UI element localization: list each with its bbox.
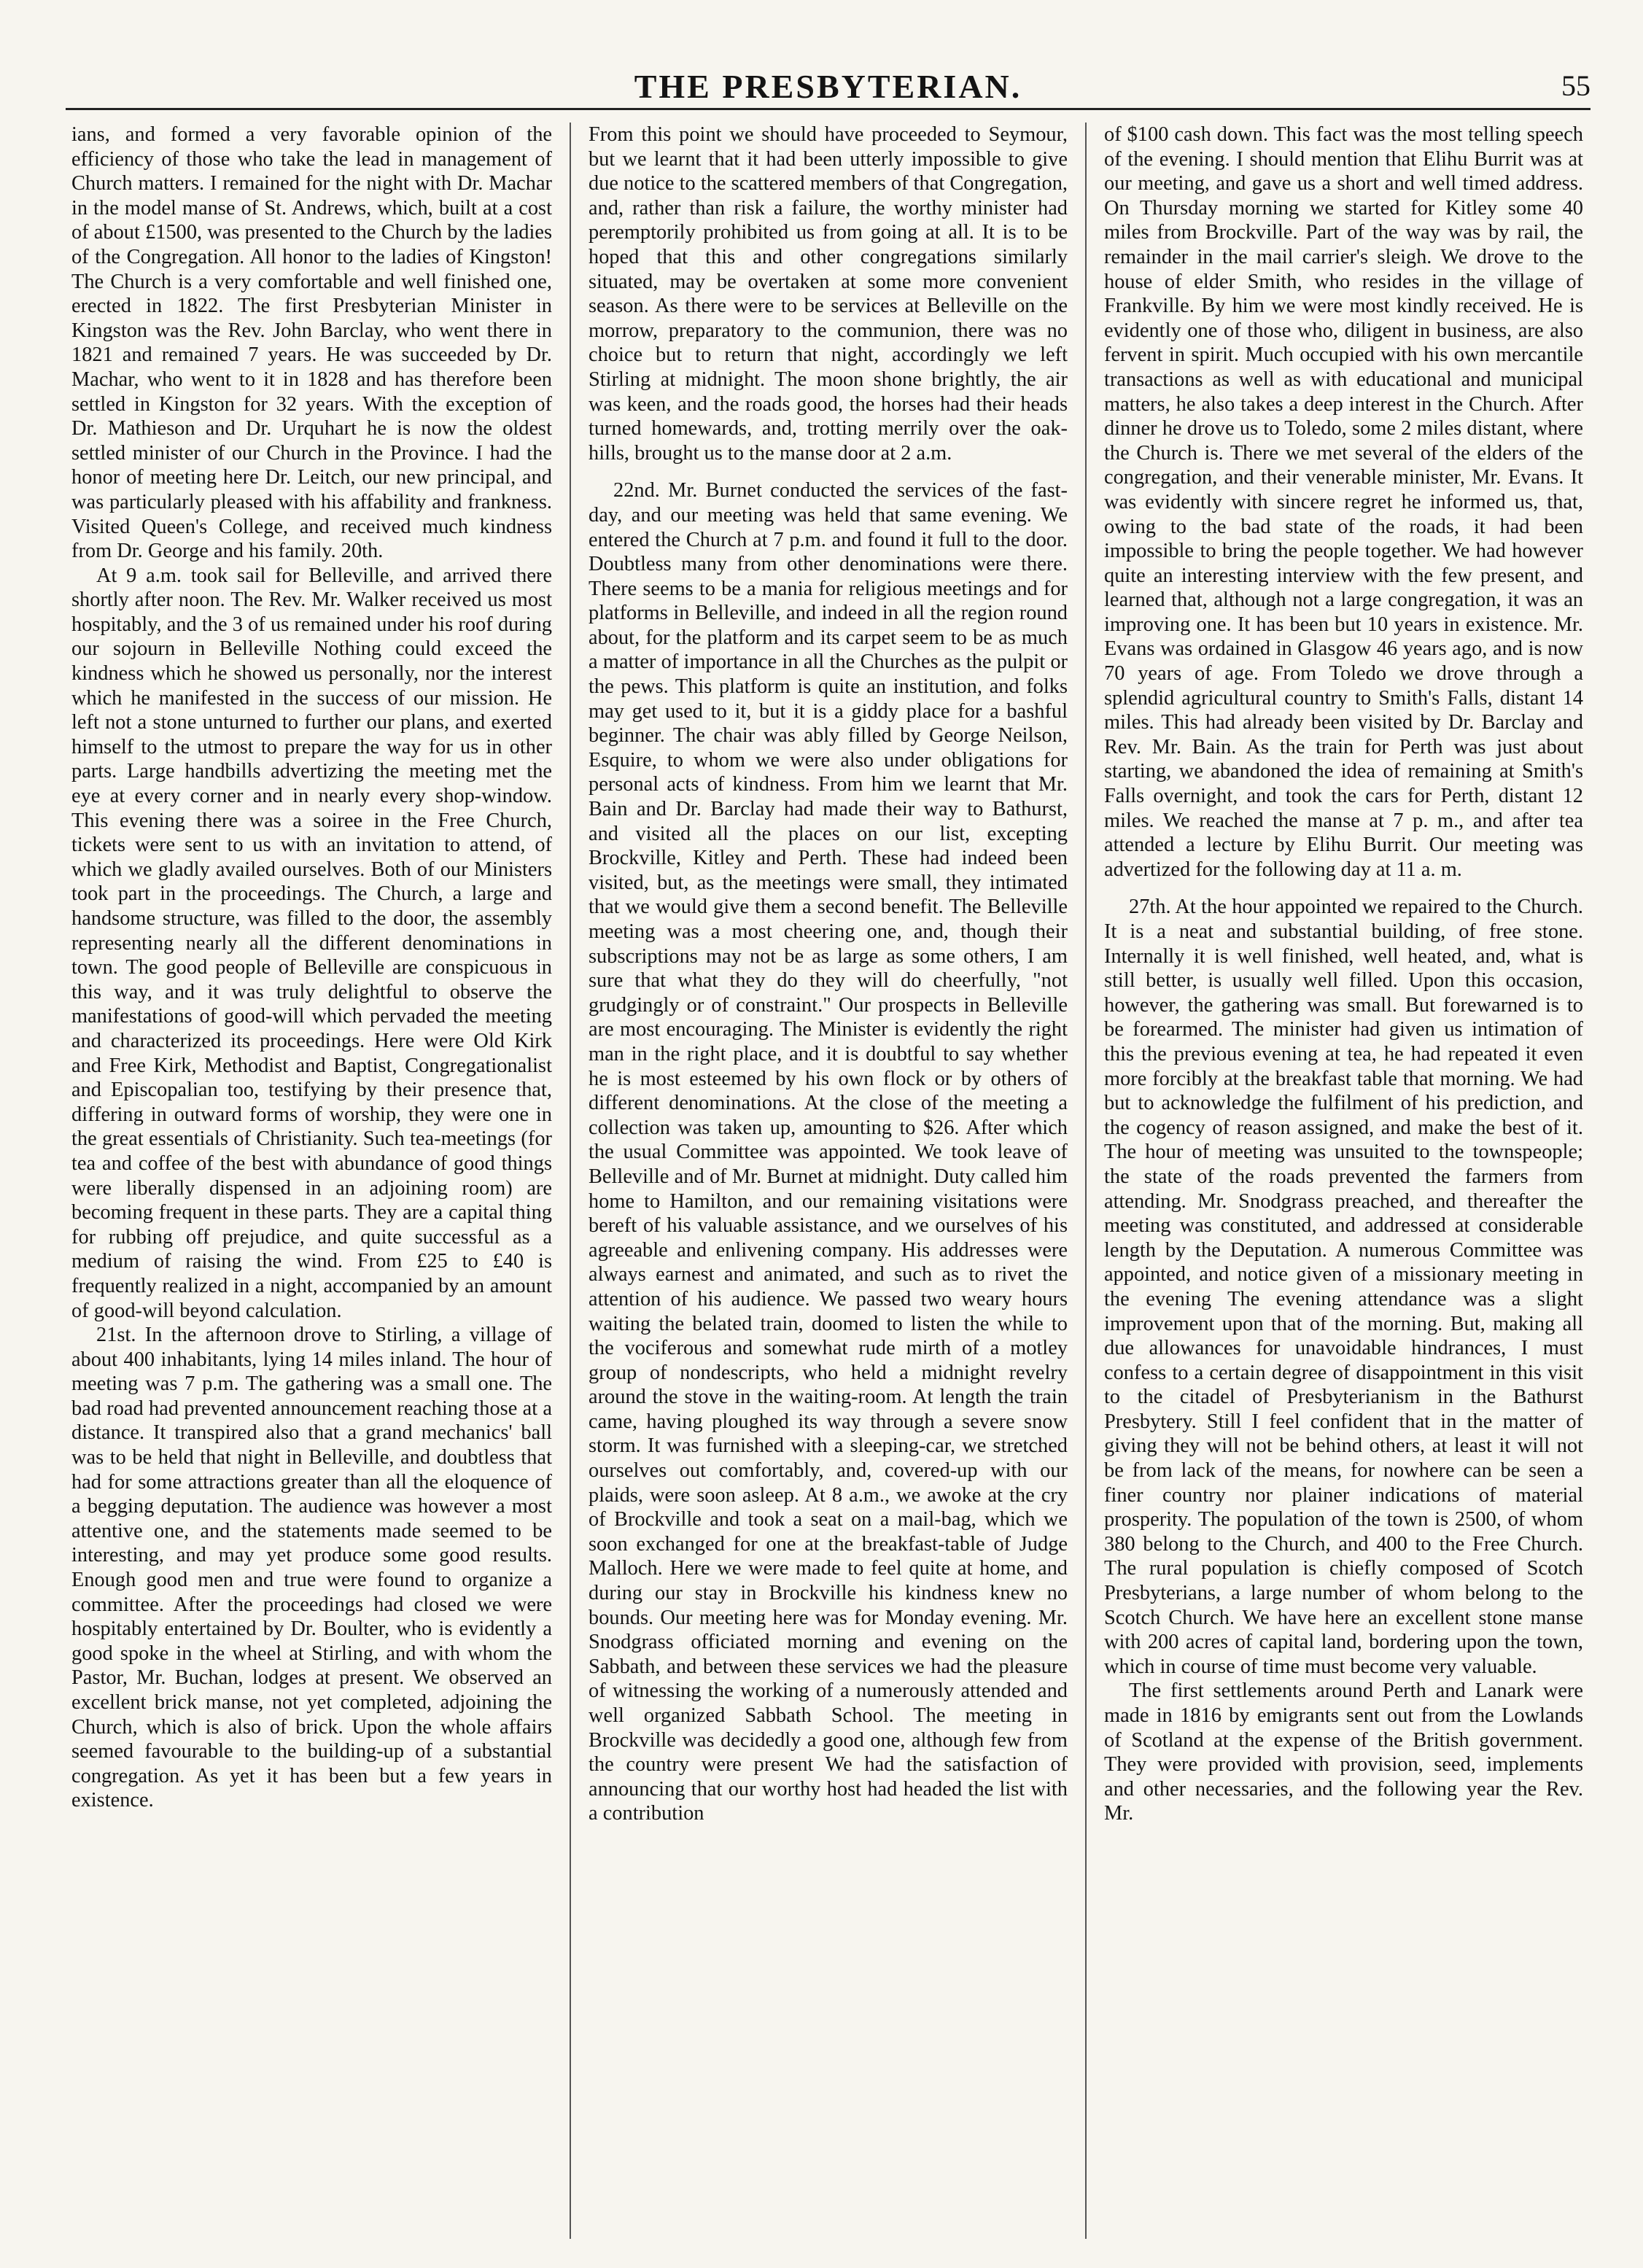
- article-columns: [54, 123, 1601, 2239]
- paragraph: From this point we should have proceeded to Seymour, but we learnt that it had been utterly impossible to give due notice to the scattered members of that Congregation, and, rather than risk a failure, the worthy minister had peremptorily prohibited us from going at all. It is to be hoped that this and other congregations similarly situated, may be overtaken at some more convenient season. As there were to be services at Belleville on the morrow, preparatory to the communion, there was no choice but to return that night, accordingly we left Stirling at midnight. The moon shone brightly, the air was keen, and the roads good, the horses had their heads turned homewards, and, trotting merrily over the oak-hills, brought us to the manse door at 2 a.m.: [589, 123, 1068, 465]
- paragraph: 22nd. Mr. Burnet conducted the services of the fast-day, and our meeting was held that same evening. We entered the Church at 7 p.m. and found it full to the door. Doubtless many from other denominations were there. There seems to be a mania for religious meetings and for platforms in Belleville, and indeed in all the region round about, for the platform and its carpet seem to be as much a matter of importance in all the Churches as the pulpit or the pews. This platform is quite an institution, and folks may get used to it, but it is a giddy place for a bashful beginner. The chair was ably filled by George Neilson, Esquire, to whom we were also under obligations for personal acts of kindness. From him we learnt that Mr. Bain and Dr. Barclay had made their way to Bathurst, and visited all the places on our list, excepting Brockville, Kitley and Perth. These had indeed been visited, but, as the meetings were small, they intimated that we would give them a second benefit. The Belleville meeting was a most cheering one, and, though their subscriptions may not be as large as some others, I am sure that what they do they will do cheerfully, "not grudgingly or of constraint." Our prospects in Belleville are most encouraging. The Minister is evidently the right man in the right place, and it is doubtful to say whether he is most esteemed by his own flock or by others of different denominations. At the close of the meeting a collection was taken up, amounting to $26. After which the usual Committee was appointed. We took leave of Belleville and of Mr. Burnet at midnight. Duty called him home to Hamilton, and our remaining visitations were bereft of his valuable assistance, and we ourselves of his agreeable and enlivening company. His addresses were always earnest and animated, and such as to rivet the attention of his audience. We passed two weary hours waiting the belated train, doomed to listen the while to the vociferous and somewhat rude mirth of a motley group of nondescripts, who held a midnight revelry around the stove in the waiting-room. At length the train came, having ploughed its way through a severe snow storm. It was furnished with a sleeping-car, we stretched ourselves out comfortably, and, covered-up with our plaids, were soon asleep. At 8 a.m., we awoke at the cry of Brockville and took a seat on a mail-bag, which we soon exchanged for one at the breakfast-table of Judge Malloch. Here we were made to feel quite at home, and during our stay in Brockville his kindness knew no bounds. Our meeting here was for Monday evening. Mr. Snodgrass officiated morning and evening on the Sabbath, and between these services we had the pleasure of witnessing the working of a numerously attended and well organized Sabbath School. The meeting in Brockville was decidedly a good one, although few from the country were present We had the satisfaction of announcing that our worthy host had headed the list with a contribution: [589, 479, 1068, 1825]
- paragraph: of $100 cash down. This fact was the most telling speech of the evening. I should mention that Elihu Burrit was at our meeting, and gave us a short and well timed address. On Thursday morning we started for Kitley some 40 miles from Brockville. Part of the way was by rail, the remainder in the mail carrier's sleigh. We drove to the house of elder Smith, who resides in the village of Frankville. By him we were most kindly received. He is evidently one of those who, diligent in business, are also fervent in spirit. Much occupied with his own mercantile transactions as well as with educational and municipal matters, he also takes a deep interest in the Church. After dinner he drove us to Toledo, some 2 miles distant, where the Church is. There we met several of the elders of the congregation, and their venerable minister, Mr. Evans. It was evidently with sincere regret he informed us, that, owing to the bad state of the roads, it had been impossible to bring the people together. We had however quite an interesting interview with the few present, and learned that, although not a large congregation, it was an improving one. It has been but 10 years in existence. Mr. Evans was ordained in Glasgow 46 years ago, and is now 70 years of age. From Toledo we drove through a splendid agricultural country to Smith's Falls, distant 14 miles. This had already been visited by Dr. Barclay and Rev. Mr. Bain. As the train for Perth was just about starting, we abandoned the idea of remaining at Smith's Falls overnight, and took the cars for Perth, distant 12 miles. We reached the manse at 7 p. m., and after tea attended a lecture by Elihu Burrit. Our meeting was advertized for the following day at 11 a. m.: [1104, 123, 1583, 881]
- paragraph: ians, and formed a very favorable opinion of the efficiency of those who take the lead in management of Church matters. I remained for the night with Dr. Machar in the model manse of St. Andrews, which, built at a cost of about £1500, was presented to the Church by the ladies of the Congregation. All honor to the ladies of Kingston! The Church is a very comfortable and well finished one, erected in 1822. The first Presbyterian Minister in Kingston was the Rev. John Barclay, who went there in 1821 and remained 7 years. He was succeeded by Dr. Machar, who went to it in 1828 and has therefore been settled in Kingston for 32 years. With the exception of Dr. Mathieson and Dr. Urquhart he is now the oldest settled minister of our Church in the Province. I had the honor of meeting here Dr. Leitch, our new principal, and was particularly pleased with his affability and frankness. Visited Queen's College, and received much kindness from Dr. George and his family. 20th.: [71, 123, 552, 563]
- paragraph: At 9 a.m. took sail for Belleville, and arrived there shortly after noon. The Rev. Mr. Walker received us most hospitably, and the 3 of us remained under his roof during our sojourn in Belleville Nothing could exceed the kindness which he showed us personally, nor the interest which he manifested in the success of our mission. He left not a stone unturned to further our plans, and exerted himself to the utmost to prepare the way for us in other parts. Large handbills advertizing the meeting met the eye at every corner and in nearly every shop-window. This evening there was a soiree in the Free Church, tickets were sent to us with an invitation to attend, of which we gladly availed ourselves. Both of our Ministers took part in the proceedings. The Church, a large and handsome structure, was filled to the door, the assembly representing nearly all the different denominations in town. The good people of Belleville are conspicuous in this way, and it was truly delightful to observe the manifestations of good-will which pervaded the meeting and characterized its proceedings. Here were Old Kirk and Free Kirk, Methodist and Baptist, Congregationalist and Episcopalian too, testifying by their presence that, differing in outward forms of worship, they were one in the great essentials of Christianity. Such tea-meetings (for tea and coffee of the best with abundance of good things were liberally dispensed in an adjoining room) are becoming frequent in these parts. They are a capital thing for rubbing off prejudice, and quite successful as a medium of raising the wind. From £25 to £40 is frequently realized in a night, accompanied by an amount of good-will beyond calculation.: [71, 564, 552, 1322]
- publication-title: THE PRESBYTERIAN.: [634, 68, 1022, 105]
- column-3: [1085, 123, 1601, 2239]
- column-2: [570, 123, 1085, 2239]
- paragraph: The first settlements around Perth and Lanark were made in 1816 by emigrants sent out from the Lowlands of Scotland at the expense of the British government. They were provided with provision, seed, implements and other necessaries, and the following year the Rev. Mr.: [1104, 1679, 1583, 1825]
- paragraph: 27th. At the hour appointed we repaired to the Church. It is a neat and substantial building, of free stone. Internally it is well finished, well heated, and, what is still better, is usually well filled. Upon this occasion, however, the gathering was small. But forewarned is to be forearmed. The minister had given us intimation of this the previous evening at tea, he had repeated it even more forcibly at the breakfast table that morning. We had but to acknowledge the fulfilment of his prediction, and the cogency of reason assigned, and make the best of it. The hour of meeting was unsuited to the townspeople; the state of the roads prevented the farmers from attending. Mr. Snodgrass preached, and thereafter the meeting was constituted, and addressed at considerable length by the Deputation. A numerous Committee was appointed, and notice given of a missionary meeting in the evening The evening attendance was a slight improvement upon that of the morning. But, making all due allowances for unavoidable hindrances, I must confess to a certain degree of disappointment in this visit to the citadel of Presbyterianism in the Bathurst Presbytery. Still I feel confident that in the matter of giving they will not be behind others, at least it will not be from lack of the means, for nowhere can be seen a finer country nor plainer indications of material prosperity. The population of the town is 2500, of whom 380 belong to the Church, and 400 to the Free Church. The rural population is chiefly composed of Scotch Presbyterians, a large number of whom belong to the Scotch Church. We have here an excellent stone manse with 200 acres of capital land, bordering upon the town, which in course of time must become very valuable.: [1104, 896, 1583, 1678]
- column-1: [54, 123, 570, 2239]
- page-number: 55: [1561, 69, 1590, 102]
- masthead: [66, 64, 1590, 110]
- paragraph: 21st. In the afternoon drove to Stirling, a village of about 400 inhabitants, lying 14 miles inland. The hour of meeting was 7 p.m. The gathering was a small one. The bad road had prevented announcement reaching those at a distance. It transpired also that a grand mechanics' ball was to be held that night in Belleville, and doubtless that had for some attractions greater than all the eloquence of a begging deputation. The audience was however a most attentive one, and the statements made seemed to be interesting, and may yet produce some good results. Enough good men and true were found to organize a committee. After the proceedings had closed we were hospitably entertained by Dr. Boulter, who is evidently a good spoke in the wheel at Stirling, and with whom the Pastor, Mr. Buchan, lodges at present. We observed an excellent brick manse, not yet completed, adjoining the Church, which is also of brick. Upon the whole affairs seemed favourable to the building-up of a substantial congregation. As yet it has been but a few years in existence.: [71, 1324, 552, 1812]
